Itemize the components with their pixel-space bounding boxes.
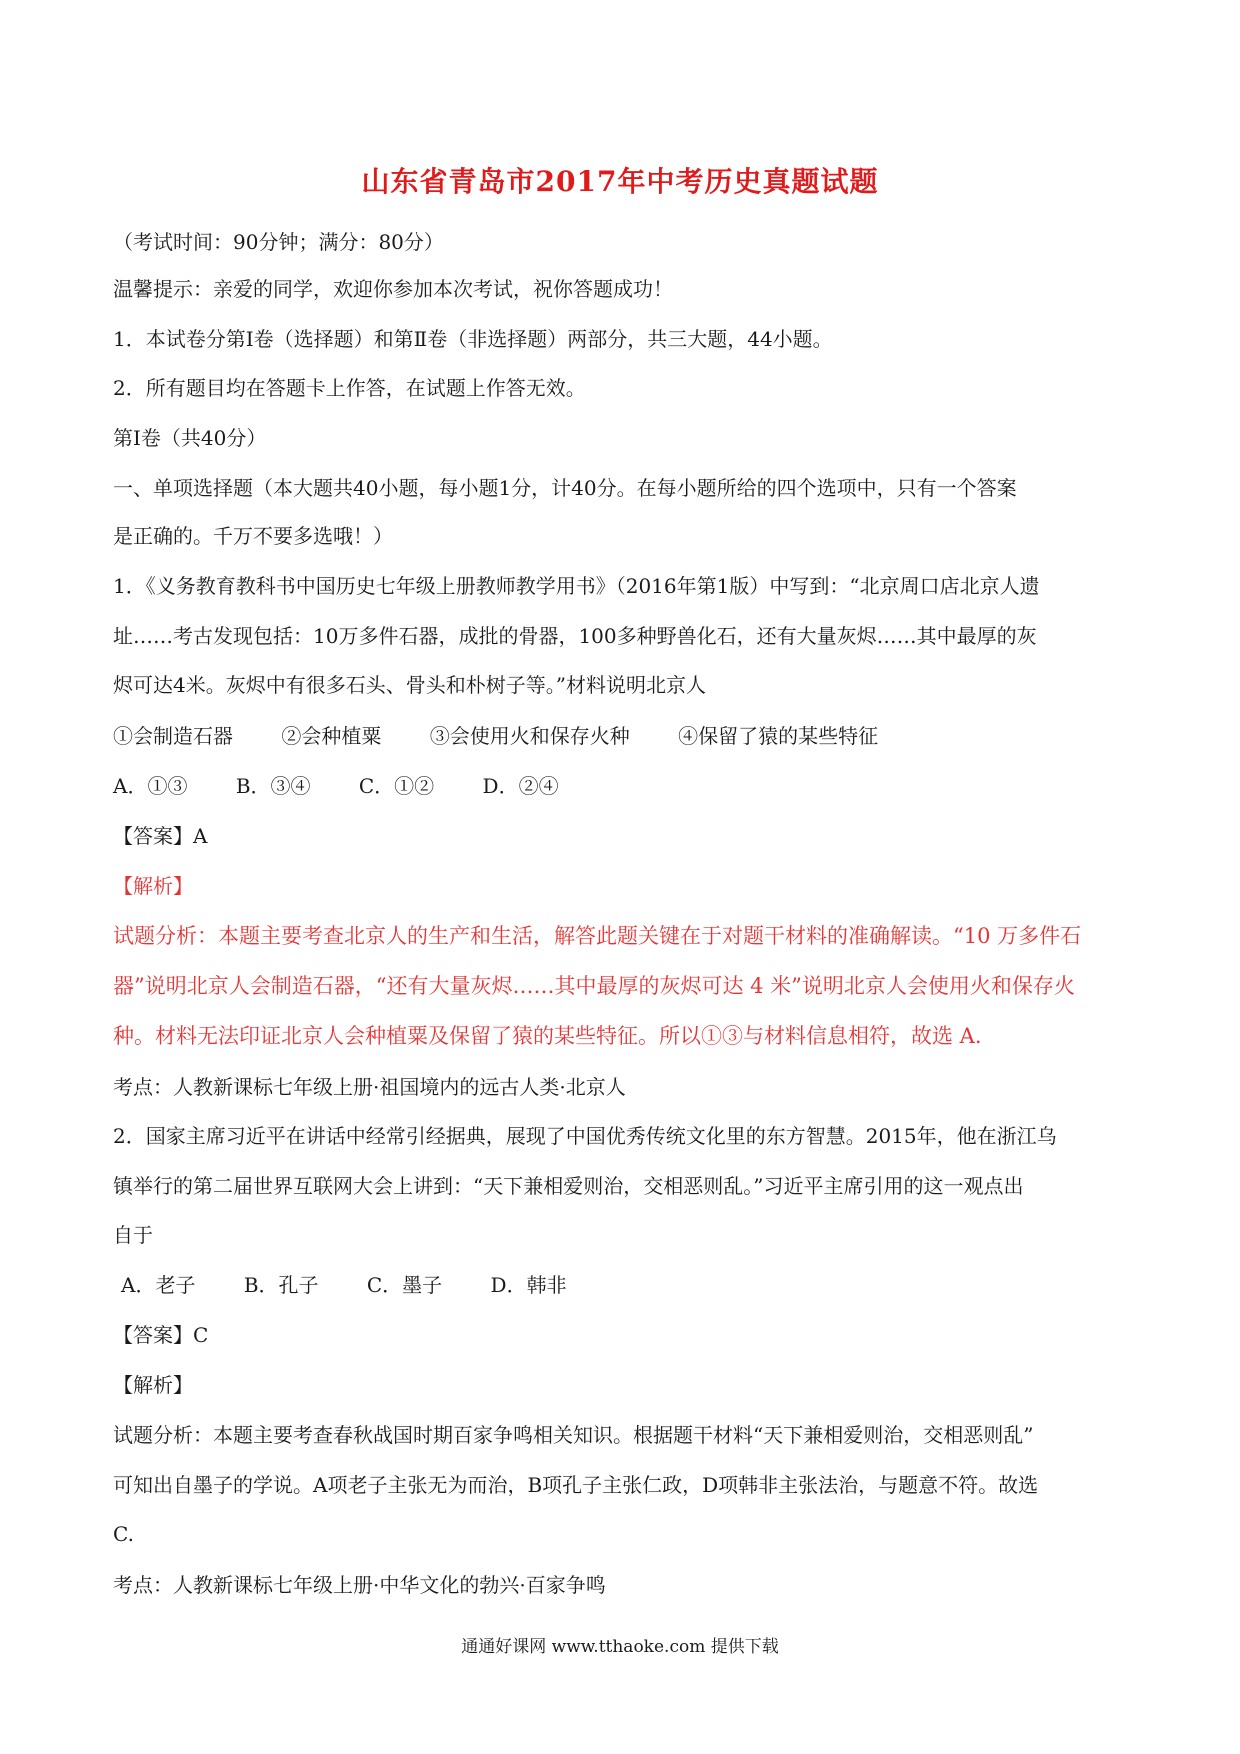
question-2-stem-line: 镇举行的第二届世界互联网大会上讲到：“天下兼相爱则治，交相恶则乱。”习近平主席引用的这一观点出 [113, 1174, 1024, 1198]
document-title: 山东省青岛市2017年中考历史真题试题 [361, 165, 879, 198]
question-2-analysis-line: 试题分析：本题主要考查春秋战国时期百家争鸣相关知识。根据题干材料“天下兼相爱则治，交相恶则乱” [113, 1423, 1034, 1447]
question-1-stem-line: 1．《义务教育教科书中国历史七年级上册教师教学用书》（2016年第1版）中写到：“北京周口店北京人遗 [113, 574, 1040, 598]
question-1-analysis-line: 器”说明北京人会制造石器，“还有大量灰烬……其中最厚的灰烬可达 4 米”说明北京人会使用火和保存火 [113, 974, 1075, 998]
question-1-knowledge-point: 考点：人教新课标七年级上册·祖国境内的远古人类·北京人 [113, 1075, 626, 1099]
option-c: C．墨子 [366, 1273, 443, 1297]
question-1-answer: 【答案】A [113, 824, 208, 848]
greeting-text: 温馨提示：亲爱的同学，欢迎你参加本次考试，祝你答题成功！ [113, 277, 673, 301]
instruction-note-1: 1．本试卷分第Ⅰ卷（选择题）和第Ⅱ卷（非选择题）两部分，共三大题，44小题。 [113, 327, 833, 351]
option-c: C．①② [358, 774, 435, 798]
question-2-knowledge-point: 考点：人教新课标七年级上册·中华文化的勃兴·百家争鸣 [113, 1573, 606, 1597]
statement-item: ②会种植粟 [281, 724, 382, 748]
question-1-analysis-label: 【解析】 [113, 874, 193, 898]
option-a: A．①③ [113, 774, 188, 798]
page-footer: 通通好课网 www.tthaoke.com 提供下载 [461, 1637, 779, 1657]
question-1-stem-line: 烬可达4米。灰烬中有很多石头、骨头和朴树子等。”材料说明北京人 [113, 673, 706, 697]
section-intro-line: 一、单项选择题（本大题共40小题，每小题1分，计40分。在每小题所给的四个选项中，只有一个答案 [113, 476, 1017, 500]
statement-item: ④保留了猿的某些特征 [678, 724, 879, 748]
option-d: D．②④ [482, 774, 559, 798]
option-a: A．老子 [121, 1273, 196, 1297]
question-2-stem-line: 自于 [113, 1223, 153, 1247]
question-2-stem-line: 2．国家主席习近平在讲话中经常引经据典，展现了中国优秀传统文化里的东方智慧。2015年，他在浙江乌 [113, 1124, 1057, 1148]
statement-item: ③会使用火和保存火种 [429, 724, 630, 748]
question-1-stem-line: 址……考古发现包括：10万多件石器，成批的骨器，100多种野兽化石，还有大量灰烬……其中最厚的灰 [113, 624, 1037, 648]
option-d: D．韩非 [490, 1273, 567, 1297]
instruction-note-2: 2．所有题目均在答题卡上作答，在试题上作答无效。 [113, 376, 586, 400]
question-1-analysis-line: 试题分析：本题主要考查北京人的生产和生活，解答此题关键在于对题干材料的准确解读。“10 万多件石 [113, 924, 1082, 948]
question-1-statements [113, 722, 1133, 750]
option-b: B．③④ [235, 774, 311, 798]
question-1-analysis-line: 种。材料无法印证北京人会种植粟及保留了猿的某些特征。所以①③与材料信息相符，故选 A. [113, 1024, 982, 1048]
question-2-analysis-line: 可知出自墨子的学说。A项老子主张无为而治，B项孔子主张仁政，D项韩非主张法治，与题意不符。故选 [113, 1473, 1039, 1497]
volume-header: 第Ⅰ卷（共40分） [113, 426, 267, 450]
statement-item: ①会制造石器 [113, 724, 233, 748]
exam-info: （考试时间：90分钟；满分：80分） [113, 230, 444, 254]
question-2-options [121, 1271, 1141, 1299]
question-2-answer: 【答案】C [113, 1323, 209, 1347]
question-2-analysis-line: C. [113, 1522, 134, 1546]
question-2-analysis-label: 【解析】 [113, 1373, 193, 1397]
option-b: B．孔子 [243, 1273, 319, 1297]
question-1-options [113, 772, 1133, 800]
section-intro-line: 是正确的。千万不要多选哦！） [113, 524, 393, 548]
